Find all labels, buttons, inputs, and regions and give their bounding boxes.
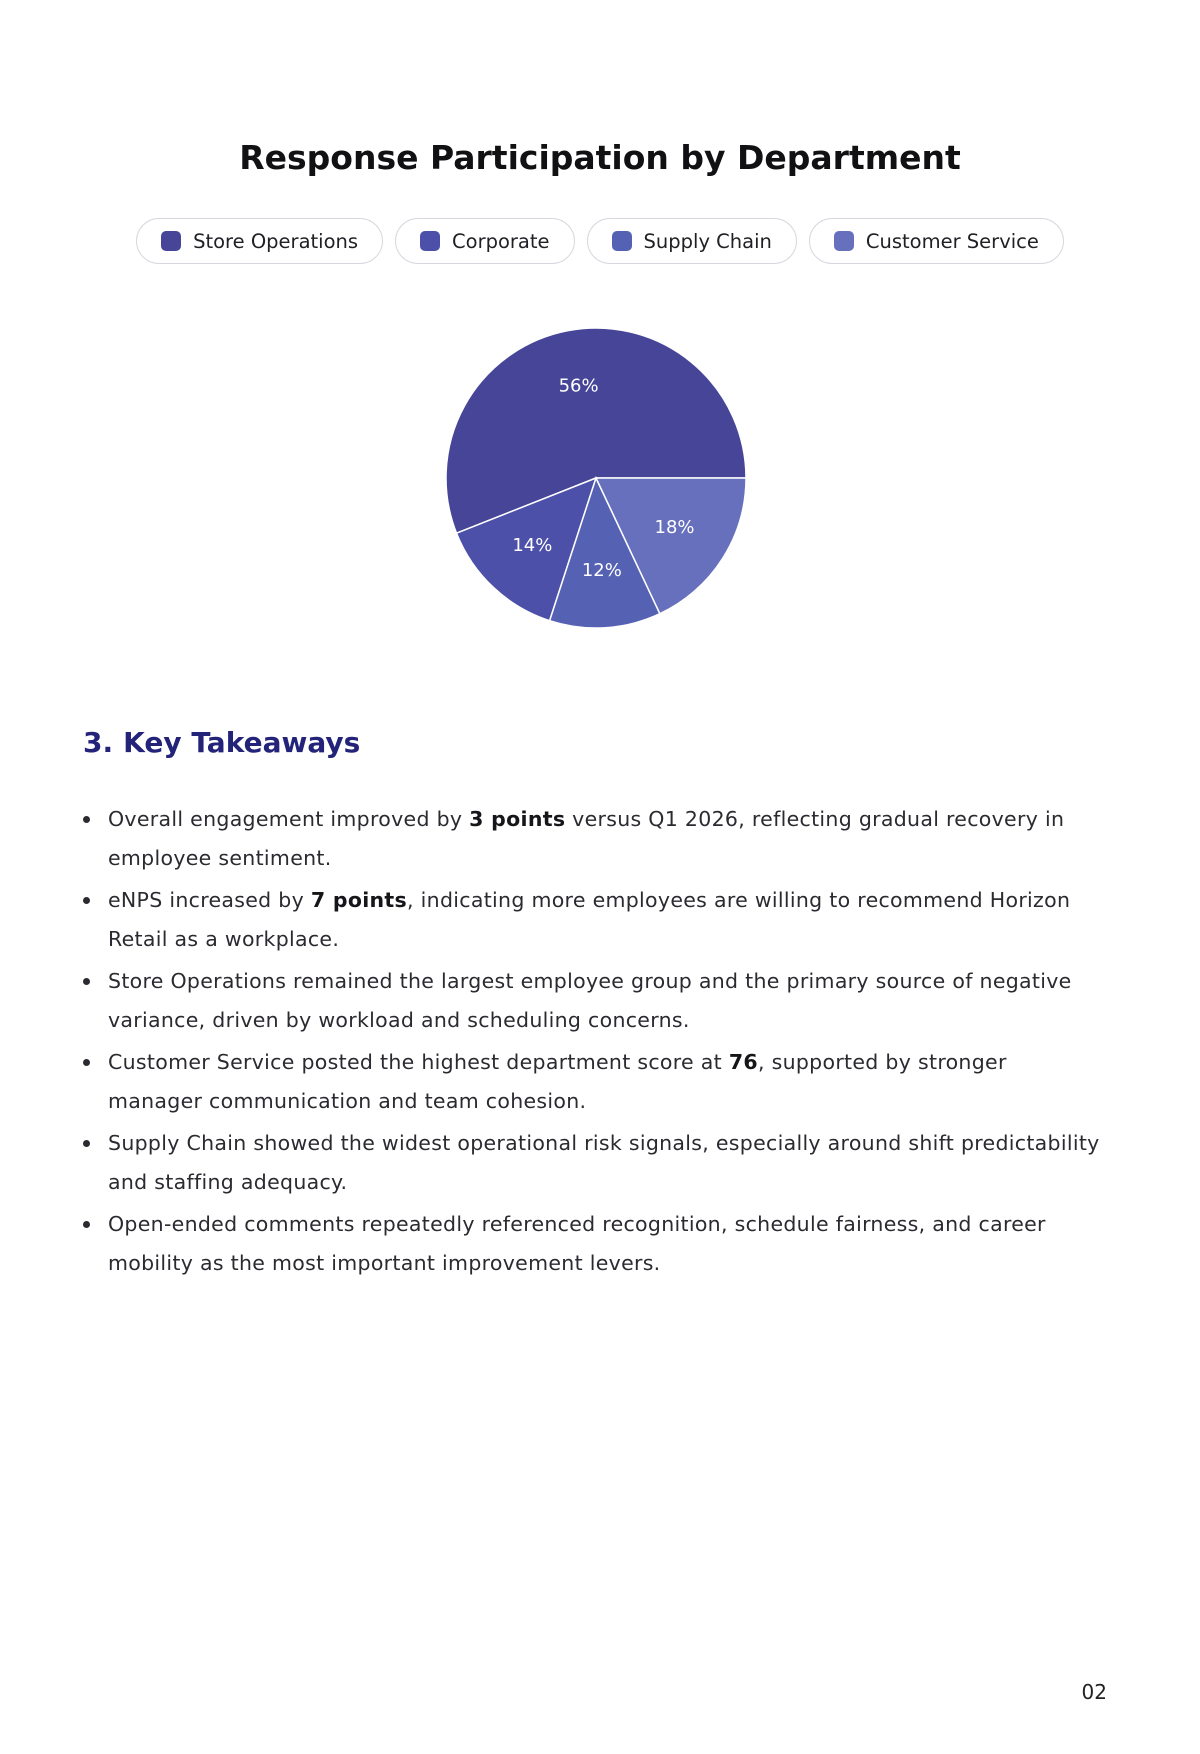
legend-swatch [834,231,854,251]
takeaway-text: Store Operations remained the largest employee group and the primary source of negative variance, driven by workload and scheduling concerns. [108,969,1072,1032]
chart-title: Response Participation by Department [239,138,961,177]
takeaway-highlight: 3 points [469,807,566,831]
section-title: Key Takeaways [123,726,361,759]
pie-value-label: 18% [654,516,695,538]
takeaway-highlight: 76 [728,1050,758,1074]
legend-item-store-operations [136,218,383,264]
takeaway-item [83,881,1103,959]
legend-swatch [420,231,440,251]
chart-legend [0,218,1200,264]
pie-chart [430,310,770,650]
takeaway-item [83,1205,1103,1283]
bullet-icon [83,1059,90,1066]
takeaway-text: , indicating more employees are willing to recommend Horizon Retail as a workplace. [108,888,1071,951]
pie-value-label: 14% [512,534,553,556]
takeaway-item [83,1124,1103,1202]
takeaways-list [83,800,1103,1286]
bullet-icon [83,816,90,823]
takeaway-text: Open-ended comments repeatedly referenced recognition, schedule fairness, and career mobility as the most important improvement levers. [108,1212,1046,1275]
legend-swatch [161,231,181,251]
section-number: 3. [83,726,114,759]
legend-item-supply-chain [587,218,797,264]
takeaway-text: Supply Chain showed the widest operational risk signals, especially around shift predictability and staffing adequacy. [108,1131,1100,1194]
takeaway-item [83,800,1103,878]
section-heading [83,726,360,759]
legend-label: Customer Service [865,229,1039,253]
legend-label: Corporate [452,229,550,253]
takeaway-text: eNPS increased by [108,888,311,912]
takeaway-text: Customer Service posted the highest department score at [108,1050,729,1074]
legend-item-corporate [395,218,574,264]
takeaway-text: Overall engagement improved by [108,807,470,831]
legend-item-customer-service [809,218,1064,264]
bullet-icon [83,1140,90,1147]
takeaway-item [83,1043,1103,1121]
legend-swatch [612,231,632,251]
bullet-icon [83,897,90,904]
legend-label: Supply Chain [643,229,772,253]
takeaway-text: , supported by stronger manager communication and team cohesion. [108,1050,1007,1113]
bullet-icon [83,978,90,985]
takeaway-highlight: 7 points [310,888,408,912]
pie-value-label: 56% [558,375,599,397]
takeaway-item [83,962,1103,1040]
page-number: 02 [1081,1680,1107,1704]
pie-value-label: 12% [581,559,622,581]
takeaway-text: versus Q1 2026, reflecting gradual recovery in employee sentiment. [108,807,1065,870]
legend-label: Store Operations [193,229,359,253]
bullet-icon [83,1221,90,1228]
